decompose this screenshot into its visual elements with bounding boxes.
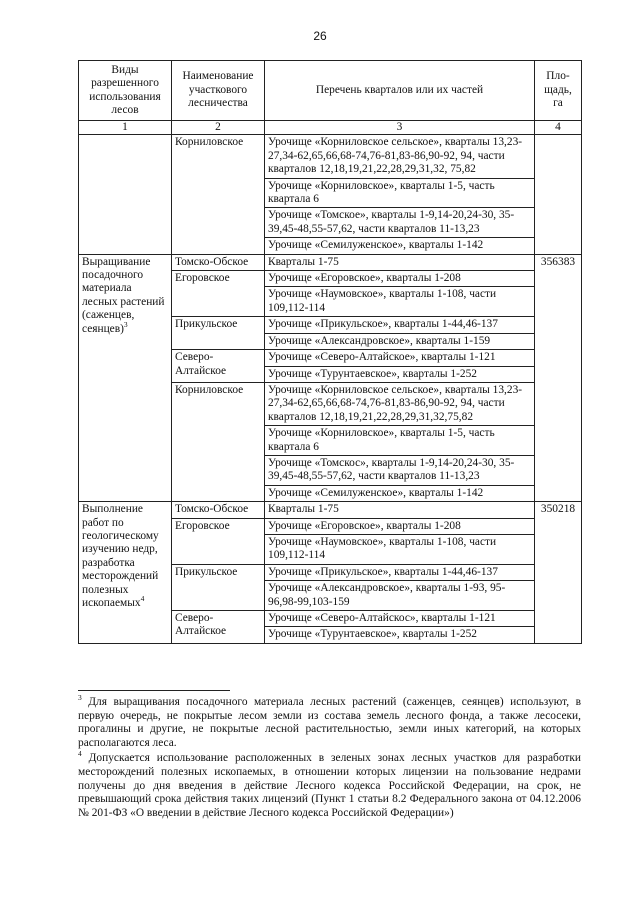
- header-forestry: Наименование участкового лесничества: [172, 61, 265, 121]
- footnote-3: [78, 693, 581, 750]
- forestry-cell: Северо-Алтайское: [172, 350, 265, 383]
- quarters-cell: Урочище «Егоровское», кварталы 1-208: [265, 271, 535, 287]
- quarters-cell: Урочище «Семилуженское», кварталы 1-142: [265, 485, 535, 501]
- footnote-ref: 4: [140, 594, 145, 604]
- col-number-1: 1: [79, 121, 172, 135]
- forestry-cell: Прикульское: [172, 317, 265, 350]
- forestry-cell: Томско-Обское: [172, 502, 265, 518]
- use-type-text: Выполнение работ по геологическому изучению недр, разработка месторождений полезных ископаемых: [82, 503, 159, 609]
- footnote-ref: 3: [123, 319, 128, 329]
- forestry-cell: Прикульское: [172, 564, 265, 610]
- quarters-cell: Урочище «Корниловское сельское», кварталы 13,23-27,34-62,65,66,68-74,76-81,83-86,90-92, 94, части кварталов 12,18,19,21,22,28,29,31,32, 75,82: [265, 135, 535, 178]
- quarters-cell: Урочище «Наумовское», кварталы 1-108, части 109,112-114: [265, 534, 535, 564]
- footnote-text: Допускается использование расположенных в зеленых зонах лесных участков для разработки месторождений полезных ископаемых, в отношении которых лицензии на пользование недрами получены до дня введения в действие Лесного кодекса Российской Федерации, на срок, не превышающий срока действия таких лицензий (Пункт 1 статьи 8.2 Федерального закона от 04.12.2006 № 201-ФЗ «О введении в действие Лесного кодекса Российской Федерации»): [78, 752, 581, 819]
- quarters-cell: Урочище «Турунтаевское», кварталы 1-252: [265, 627, 535, 643]
- quarters-cell: Урочище «Александровское», кварталы 1-159: [265, 333, 535, 349]
- col-number-2: 2: [172, 121, 265, 135]
- col-number-4: 4: [535, 121, 582, 135]
- forestry-cell: Томско-Обское: [172, 254, 265, 270]
- footnotes: [78, 693, 581, 822]
- quarters-cell: Урочище «Корниловское», кварталы 1-5, часть квартала 6: [265, 178, 535, 208]
- quarters-cell: Урочище «Наумовское», кварталы 1-108, части 109,112-114: [265, 287, 535, 317]
- area-cell-empty: [535, 135, 582, 254]
- forestry-cell: Корниловское: [172, 382, 265, 501]
- quarters-cell: Урочище «Александровское», кварталы 1-93, 95-96,98-99,103-159: [265, 581, 535, 611]
- header-area: Пло-щадь, га: [535, 61, 582, 121]
- forestry-cell: Корниловское: [172, 135, 265, 254]
- area-cell: 350218: [535, 502, 582, 644]
- footnote-mark: 3: [78, 693, 82, 703]
- quarters-cell: Урочище «Прикульское», кварталы 1-44,46-137: [265, 317, 535, 333]
- forestry-cell: Северо-Алтайское: [172, 611, 265, 644]
- area-cell: 356383: [535, 254, 582, 502]
- quarters-cell: Урочище «Корниловское сельское», кварталы 13,23-27,34-62,65,66,68-74,76-81,83-86,90-92, 94, части кварталов 12,18,19,21,22,28,29,31,32,75,82: [265, 382, 535, 425]
- quarters-cell: Урочище «Северо-Алтайское», кварталы 1-121: [265, 350, 535, 366]
- quarters-cell: Урочище «Семилуженское», кварталы 1-142: [265, 238, 535, 254]
- use-type-cell: [79, 254, 172, 502]
- footnote-text: Для выращивания посадочного материала лесных растений (саженцев, сеянцев) используют, в первую очередь, не покрытые лесом земли из состава земель лесного фонда, а также лесосеки, прогалины и другие, не покрытые лесной растительностью, земли иных категорий, на которых располагаются леса.: [78, 696, 581, 749]
- use-type-cell: [79, 502, 172, 644]
- quarters-cell: Урочище «Томскос», кварталы 1-9,14-20,24-30, 35-39,45-48,55-57,62, части кварталов 11-13,23: [265, 455, 535, 485]
- footnote-mark: 4: [78, 749, 82, 759]
- use-type-text: Выращивание посадочного материала лесных растений (саженцев, сеянцев): [82, 255, 165, 335]
- quarters-cell: Урочище «Прикульское», кварталы 1-44,46-137: [265, 564, 535, 580]
- quarters-cell: Урочище «Северо-Алтайскос», кварталы 1-121: [265, 611, 535, 627]
- forestry-cell: Егоровское: [172, 271, 265, 317]
- footnote-4: [78, 749, 581, 820]
- page-number: 26: [313, 29, 327, 43]
- header-quarters: Перечень кварталов или их частей: [265, 61, 535, 121]
- use-type-cell-empty: [79, 135, 172, 254]
- footnote-separator: [78, 690, 230, 691]
- quarters-cell: Урочище «Турунтаевское», кварталы 1-252: [265, 366, 535, 382]
- quarters-cell: Кварталы 1-75: [265, 502, 535, 518]
- forest-use-table: [78, 60, 582, 644]
- forestry-cell: Егоровское: [172, 518, 265, 564]
- col-number-3: 3: [265, 121, 535, 135]
- quarters-cell: Урочище «Егоровское», кварталы 1-208: [265, 518, 535, 534]
- quarters-cell: Урочище «Корниловское», кварталы 1-5, часть квартала 6: [265, 426, 535, 456]
- header-use-type: Виды разрешенного использования лесов: [79, 61, 172, 121]
- quarters-cell: Урочище «Томское», кварталы 1-9,14-20,24-30, 35-39,45-48,55-57,62, части кварталов 11-13,23: [265, 208, 535, 238]
- quarters-cell: Кварталы 1-75: [265, 254, 535, 270]
